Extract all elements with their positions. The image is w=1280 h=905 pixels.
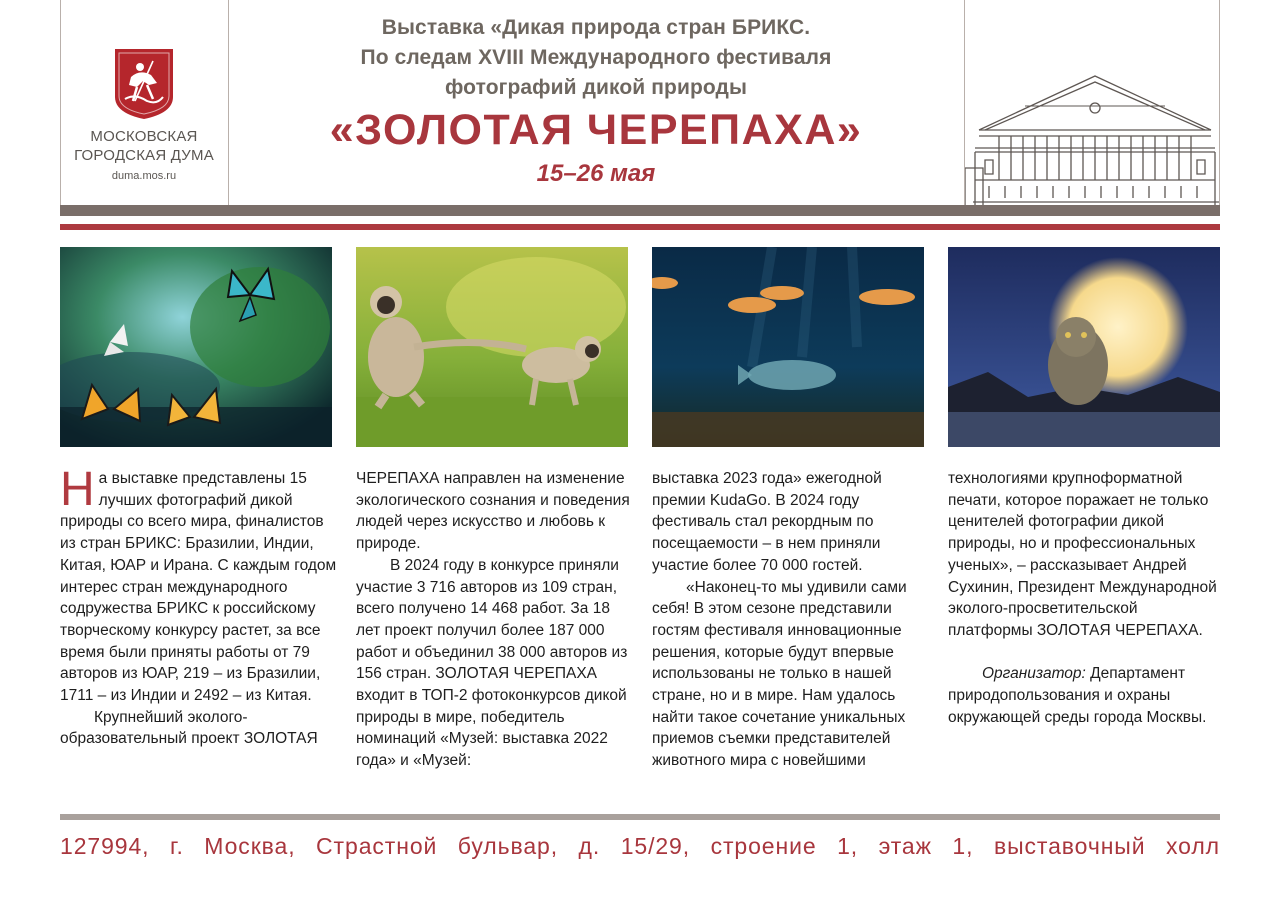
venue-address: 127994, г. Москва, Страстной бульвар, д. 15/29, строение 1, этаж 1, выставочный холл [60, 833, 1220, 859]
manul-photo [948, 247, 1220, 447]
footer-rule [60, 814, 1220, 820]
paragraph: ЧЕРЕПАХА направлен на изменение экологического сознания и поведения людей через искусство и любовь к природе. [356, 470, 630, 553]
exhibition-name: «ЗОЛОТАЯ ЧЕРЕПАХА» [329, 106, 863, 154]
article-column-3 [652, 468, 930, 772]
paragraph: выставка 2023 года» ежегодной премии KudaGo. В 2024 году фестиваль стал рекордным по посещаемости – в нем приняли участие более 70 000 гостей. [652, 470, 882, 574]
exhibition-title-block [228, 0, 964, 205]
org-logo-block [60, 0, 228, 205]
title-line: фотографий дикой природы [444, 76, 748, 99]
exhibition-dates: 15–26 мая [536, 160, 656, 187]
organizer-paragraph [948, 663, 1226, 728]
article-column-4 [948, 468, 1226, 728]
org-name: ГОРОДСКАЯ ДУМА [74, 147, 214, 164]
header-rule-accent [60, 224, 1220, 230]
article-column-1 [60, 463, 338, 750]
paragraph: В 2024 году в конкурсе приняли участие 3 716 авторов из 109 стран, всего получено 14 468 работ. За 18 лет проект получил более 187 000 работ и объединил 38 000 авторов из 156 стран. ЗОЛОТАЯ ЧЕРЕПАХА входит в ТОП-2 фотоконкурсов дикой природы в мире, победитель номинаций «Музей: выставка 2022 года» и «Музей: [356, 556, 628, 770]
org-name: МОСКОВСКАЯ [90, 128, 198, 145]
paragraph: а выставке представлены 15 лучших фотографий дикой природы со всего мира, финалистов из стран БРИКС: Бразилии, Индии, Китая, ЮАР и Ирана. С каждым годом интерес стран международного содружества БРИКС к российскому творческому конкурсу растет, за все время были приняты работы от 79 авторов из ЮАР, 219 – из Бразилии, 1711 – из Индии и 2492 – из Китая. [60, 470, 337, 705]
paragraph: «Наконец-то мы удивили сами себя! В этом сезоне представили гостям фестиваля инновационные решения, которые будут впервые использованы не только в нашей стране, но и в мире. Нам удалось найти такое сочетание уникальных приемов съемки представителей животного мира с новейшими [652, 578, 907, 770]
paragraph: технологиями крупноформатной печати, которое поражает не только ценителей фотографии дикой природы, но и профессиональных ученых», – рассказывает Андрей Сухинин, Президент Международной эколого-просветительской платформы ЗОЛОТАЯ ЧЕРЕПАХА. [948, 470, 1217, 639]
drop-cap: Н [60, 463, 95, 516]
header-rule [60, 205, 1220, 216]
organizer-label: Организатор: [982, 665, 1086, 683]
fish-photo [652, 247, 924, 447]
header [60, 0, 1220, 205]
title-line: Выставка «Дикая природа стран БРИКС. [381, 16, 811, 39]
duma-building-icon [965, 68, 1220, 205]
monkeys-photo [356, 247, 628, 447]
article-column-2 [356, 468, 634, 772]
title-line: По следам XVIII Международного фестиваля [360, 46, 832, 69]
org-url: duma.mos.ru [111, 170, 177, 182]
moscow-coat-of-arms-icon [113, 47, 175, 121]
organizer-text: Департамент природопользования и охраны окружающей среды города Москвы. [948, 665, 1207, 726]
paragraph: Крупнейший эколого-образовательный проект ЗОЛОТАЯ [60, 708, 318, 748]
butterflies-photo [60, 247, 332, 447]
